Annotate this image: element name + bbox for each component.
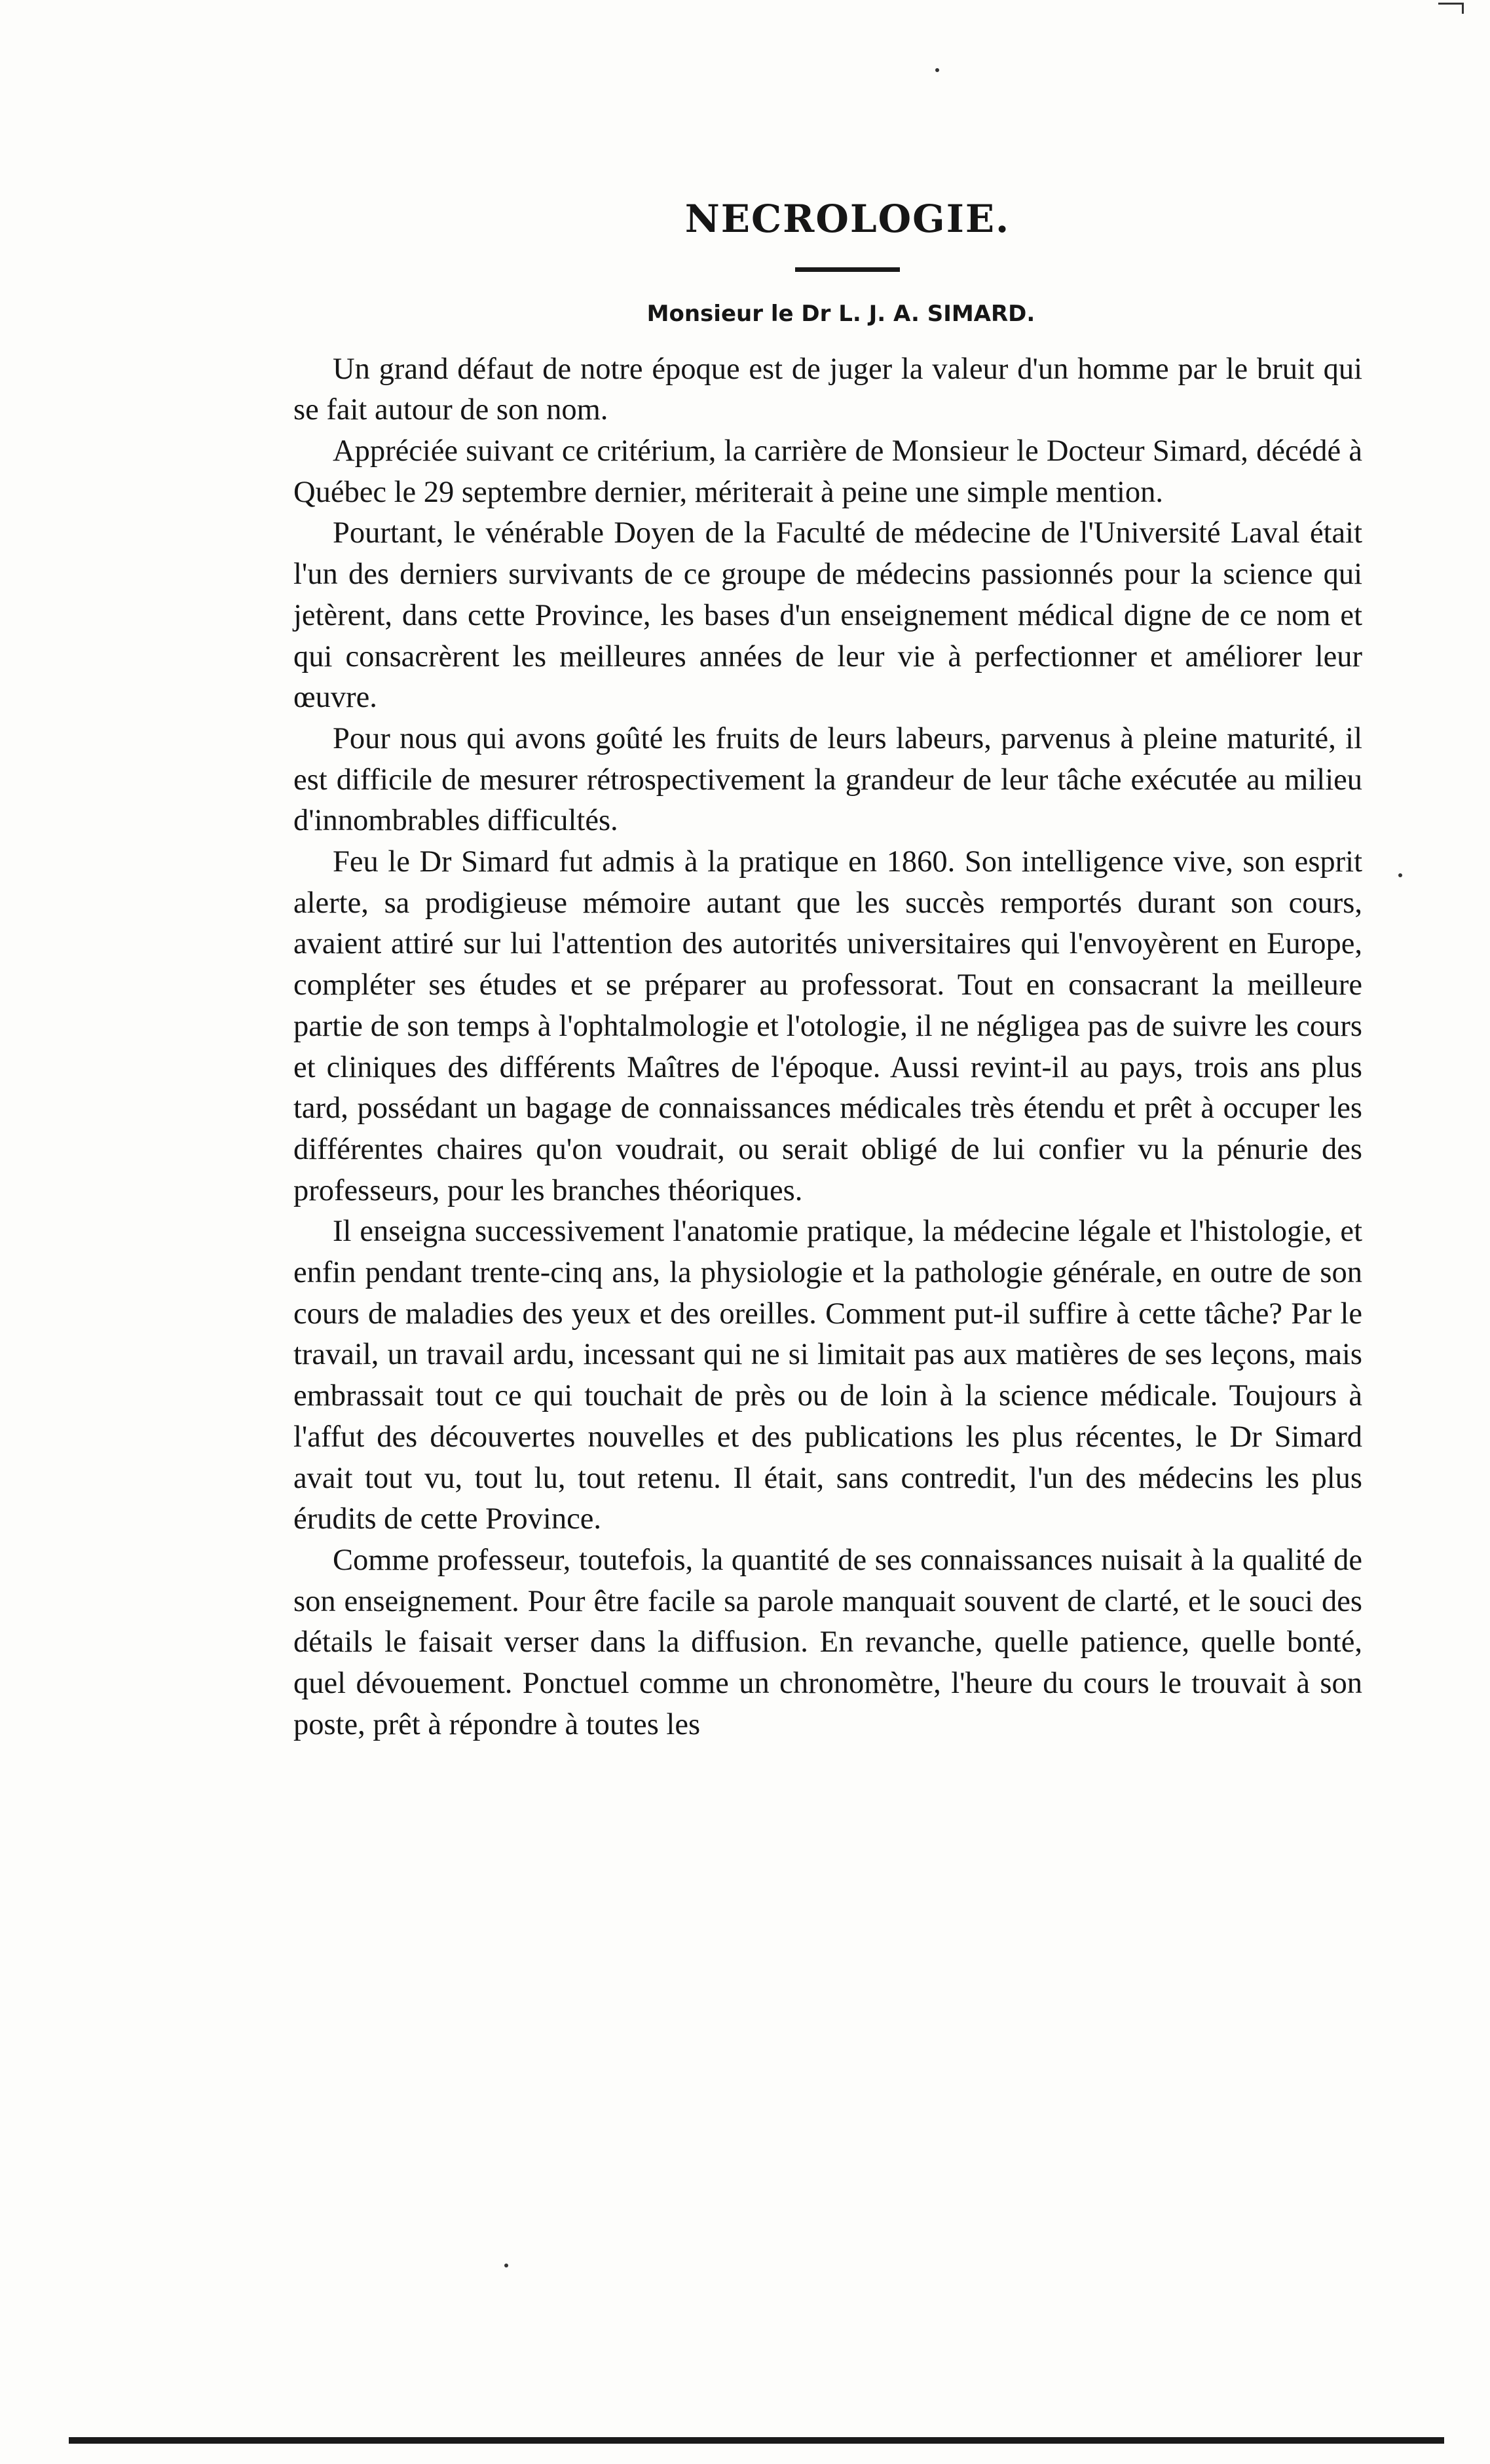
paragraph: Pour nous qui avons goûté les fruits de leurs labeurs, parvenus à pleine maturité, il est difficile de mesurer rétrospectivement la grandeur de leur tâche exécutée au milieu d'innombrables difficultés.: [293, 721, 1362, 838]
paragraph: Il enseigna successivement l'anatomie pratique, la médecine légale et l'histologie, et enfin pendant trente-cinq ans, la physiologie et la pathologie générale, en outre de son cours de maladies des yeux et des oreilles. Comment put-il suffire à cette tâche? Par le travail, un travail ardu, incessant qui ne si limitait pas aux matières de ses leçons, mais embrassait tout ce qui touchait de près ou de loin à la science médicale. Toujours à l'affut des découvertes nouvelles et des publications les plus récentes, le Dr Simard avait tout vu, tout lu, tout retenu. Il était, sans contredit, l'un des médecins les plus érudits de cette Province.: [293, 1215, 1362, 1536]
paragraph: Appréciée suivant ce critérium, la carrière de Monsieur le Docteur Simard, décédé à Québec le 29 septembre dernier, mériterait à peine une simple mention.: [293, 434, 1362, 509]
paragraph: Pourtant, le vénérable Doyen de la Faculté de médecine de l'Université Laval était l'un des derniers survivants de ce groupe de médecins passionnés pour la science qui jetèrent, dans cette Province, les bases d'un enseignement médical digne de ce nom et qui consacrèrent les meilleures années de leur vie à perfectionner et améliorer leur œuvre.: [293, 516, 1362, 715]
page-content: [293, 197, 1362, 1746]
speck-margin: [1398, 873, 1402, 877]
bottom-rule: [69, 2437, 1444, 2444]
speck-bottom: [504, 2264, 508, 2267]
article-title: NECROLOGIE.: [684, 197, 1011, 241]
article-subtitle: Monsieur le Dr L. J. A. SIMARD.: [646, 300, 1035, 327]
paragraph: Un grand défaut de notre époque est de juger la valeur d'un homme par le bruit qui se fait autour de son nom.: [293, 352, 1362, 427]
corner-mark: [1438, 3, 1464, 14]
title-rule: [795, 267, 900, 272]
article-body: [293, 349, 1362, 1746]
paragraph: Comme professeur, toutefois, la quantité de ses connaissances nuisait à la qualité de son enseignement. Pour être facile sa parole manquait souvent de clarté, et le souci des détails le faisait verser dans la diffusion. En revanche, quelle patience, quelle bonté, quel dévouement. Ponctuel comme un chronomètre, l'heure du cours le trouvait à son poste, prêt à répondre à toutes les: [293, 1543, 1362, 1741]
paragraph: Feu le Dr Simard fut admis à la pratique en 1860. Son intelligence vive, son esprit alerte, sa prodigieuse mémoire autant que les succès remportés durant son cours, avaient attiré sur lui l'attention des autorités universitaires qui l'envoyèrent en Europe, compléter ses études et se préparer au professorat. Tout en consacrant la meilleure partie de son temps à l'ophtalmologie et l'otologie, il ne négligea pas de suivre les cours et cliniques des différents Maîtres de l'époque. Aussi revint-il au pays, trois ans plus tard, possédant un bagage de connaissances médicales très étendu et prêt à occuper les différentes chaires qu'on voudrait, ou serait obligé de lui confier vu la pénurie des professeurs, pour les branches théoriques.: [293, 845, 1362, 1207]
speck-top: [935, 68, 939, 72]
